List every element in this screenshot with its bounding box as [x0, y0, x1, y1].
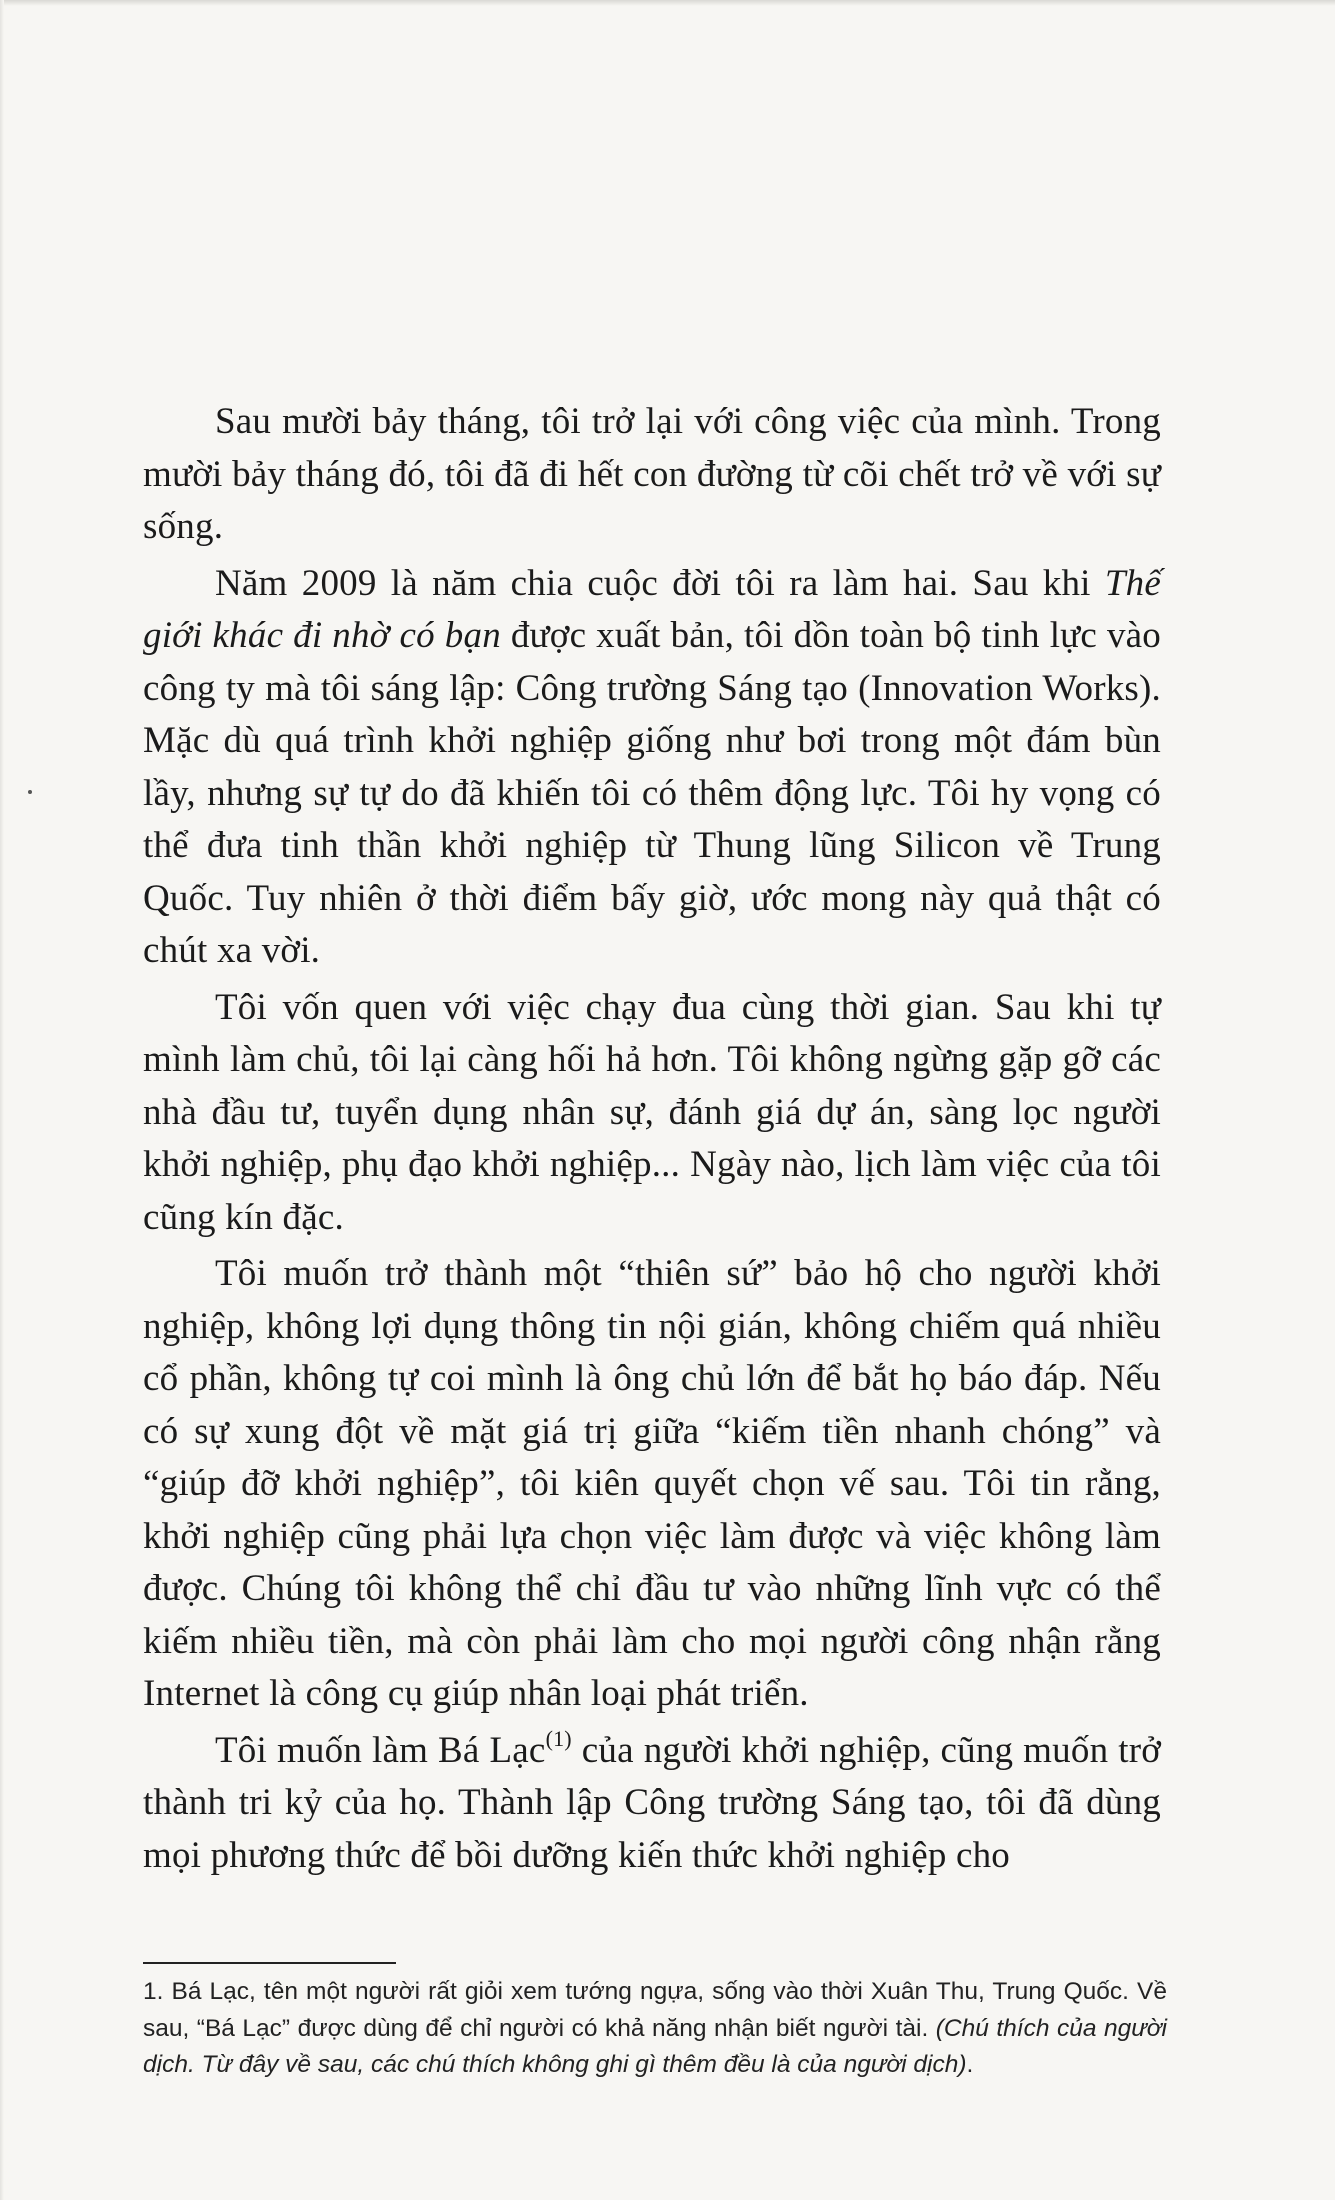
- paragraph-2: [143, 558, 1161, 978]
- book-title: Thế giới khác đi nhờ có bạn: [143, 562, 1161, 656]
- page-top-edge: [0, 0, 1335, 6]
- footnote-end: .: [966, 2051, 974, 2078]
- paragraph-4-text: Tôi muốn trở thành một “thiên sứ” bảo hộ cho người khởi nghiệp, không lợi dụng thông tin nội gián, không chiếm quá nhiều cổ phần, không tự coi mình là ông chủ lớn để bắt họ báo đáp. Nếu có sự xung đột về mặt giá trị giữa “kiếm tiền nhanh chóng” và “giúp đỡ khởi nghiệp”, tôi kiên quyết chọn vế sau. Tôi tin rằng, khởi nghiệp cũng phải lựa chọn việc làm được và việc không làm được. Chúng tôi không thể chỉ đầu tư vào những lĩnh vực có thể kiếm nhiều tiền, mà còn phải làm cho mọi người công nhận rằng Internet là công cụ giúp nhân loại phát triển.: [143, 1253, 1161, 1714]
- main-text: [143, 396, 1161, 1886]
- page-left-edge: [0, 0, 4, 2200]
- footnote-marker: (1): [545, 1726, 572, 1752]
- paragraph-1: [143, 396, 1161, 554]
- footnote-translator-note: (Chú thích của người dịch. Từ đây về sau, các chú thích không ghi gì thêm đều là của người dịch): [143, 2014, 1167, 2078]
- footnote-text: 1. Bá Lạc, tên một người rất giỏi xem tướng ngựa, sống vào thời Xuân Thu, Trung Quốc. Về sau, “Bá Lạc” được dùng để chỉ người có khả năng nhận biết người tài.: [143, 1978, 1167, 2042]
- paragraph-2-lead: Năm 2009 là năm chia cuộc đời tôi ra làm hai. Sau khi: [215, 562, 1105, 604]
- paragraph-2-rest: được xuất bản, tôi dồn toàn bộ tinh lực vào công ty mà tôi sáng lập: Công trường Sáng tạo (Innovation Works). Mặc dù quá trình khởi nghiệp giống như bơi trong một đám bùn lầy, nhưng sự tự do đã khiến tôi có thêm động lực. Tôi hy vọng có thể đưa tinh thần khởi nghiệp từ Thung lũng Silicon về Trung Quốc. Tuy nhiên ở thời điểm bấy giờ, ước mong này quả thật có chút xa vời.: [143, 615, 1162, 971]
- scan-speck: [28, 790, 32, 794]
- paragraph-1-text: Sau mười bảy tháng, tôi trở lại với công việc của mình. Trong mười bảy tháng đó, tôi đã đi hết con đường từ cõi chết trở về với sự sống.: [143, 401, 1161, 547]
- paragraph-5-rest: của người khởi nghiệp, cũng muốn trở thành tri kỷ của họ. Thành lập Công trường Sáng tạo, tôi đã dùng mọi phương thức để bồi dưỡng kiến thức khởi nghiệp cho: [143, 1729, 1161, 1876]
- paragraph-5: [143, 1725, 1161, 1883]
- footnote-separator: [143, 1962, 396, 1964]
- paragraph-3-text: Tôi vốn quen với việc chạy đua cùng thời gian. Sau khi tự mình làm chủ, tôi lại càng hối hả hơn. Tôi không ngừng gặp gỡ các nhà đầu tư, tuyển dụng nhân sự, đánh giá dự án, sàng lọc người khởi nghiệp, phụ đạo khởi nghiệp... Ngày nào, lịch làm việc của tôi cũng kín đặc.: [143, 986, 1161, 1238]
- paragraph-5-lead: Tôi muốn làm Bá Lạc: [215, 1729, 546, 1771]
- paragraph-4: [143, 1248, 1161, 1721]
- footnote: [143, 1974, 1167, 2084]
- paragraph-3: [143, 982, 1161, 1245]
